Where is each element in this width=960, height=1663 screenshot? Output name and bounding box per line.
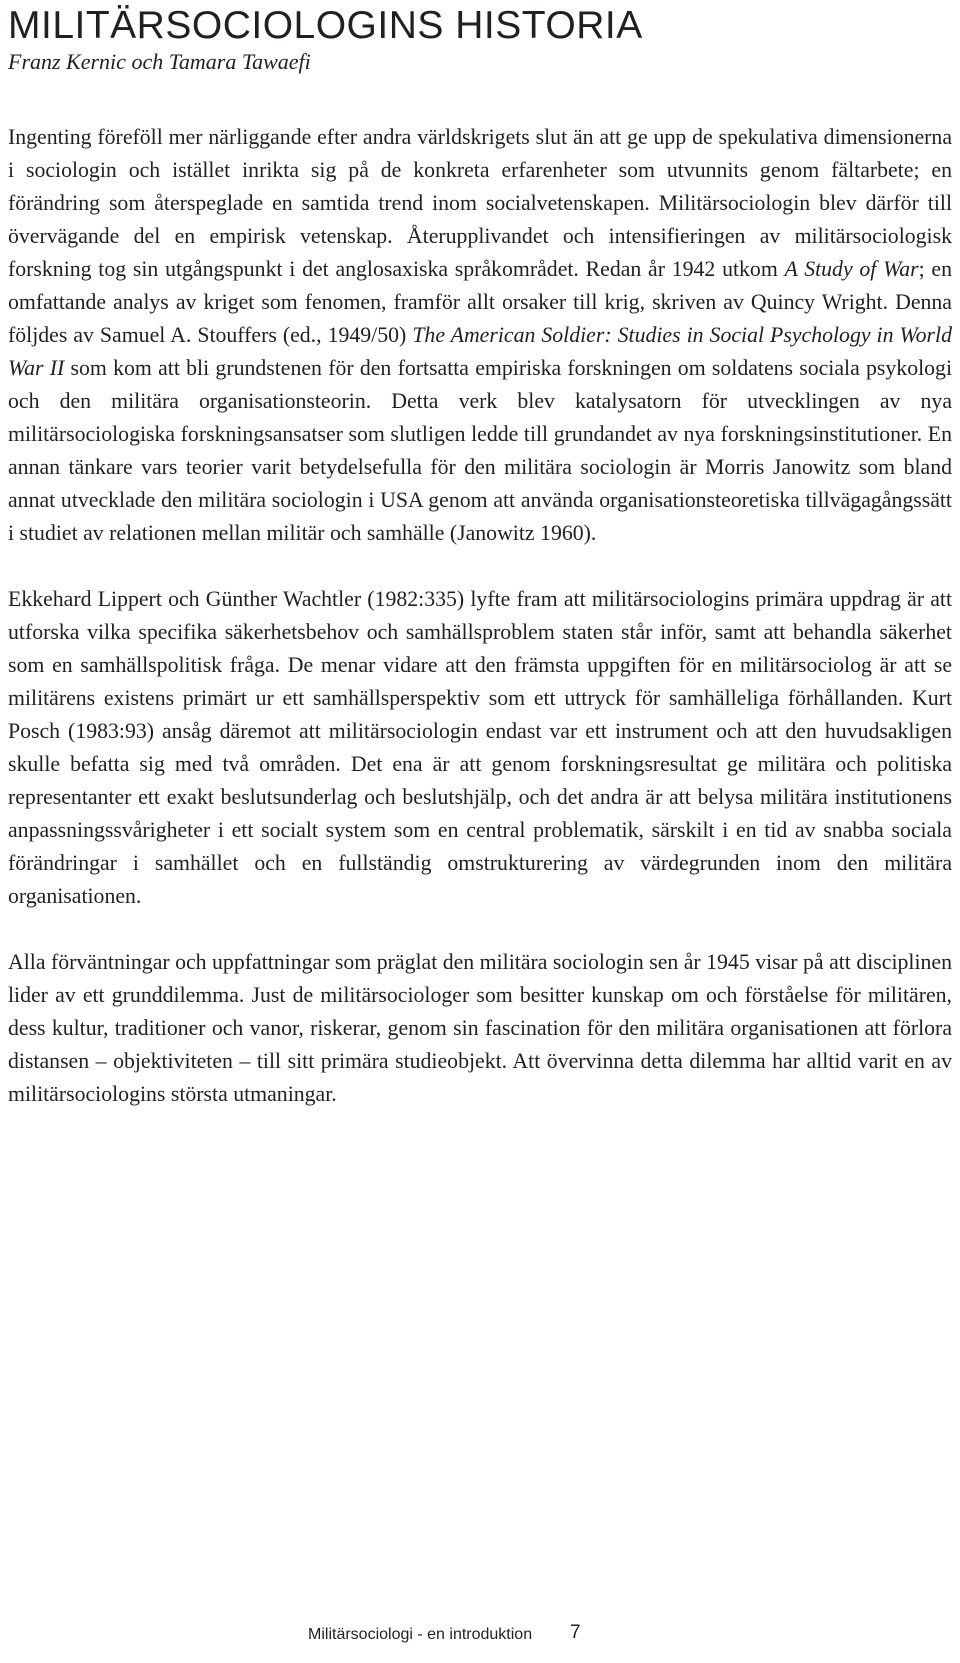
book-title-italic-2: The American Soldier: Studies in Social Psychology in World War II — [8, 323, 952, 380]
footer-page-number: 7 — [570, 1622, 581, 1643]
paragraph-1-text-b: ; en omfattande analys av kriget som fenomen, framför allt orsaker till krig, skriven av Quincy Wright. Denna följdes av Samuel A. Stouffers (ed., 1949/50) — [8, 257, 953, 347]
paragraph-3: Alla förväntningar och uppfattningar som präglat den militära sociologin sen år 1945 visar på att disciplinen lider av ett grunddilemma. Just de militärsociologer som besitter kunskap om och förståelse för militären, dess kultur, traditioner och vanor, riskerar, genom sin fascination för den militära organisationen att förlora distansen – objektiviteten – till sitt primära studieobjekt. Att övervinna detta dilemma har alltid varit en av militärsociologins största utmaningar. — [8, 950, 952, 1106]
chapter-authors: Franz Kernic och Tamara Tawaefi — [8, 49, 311, 74]
paragraph-1-text-a: Ingenting föreföll mer närliggande efter andra världskrigets slut än att ge upp de spekulativa dimensionerna i sociologin och istället inrikta sig på de konkreta erfarenheter som utvunnits genom fältarbete; en förändring som återspeglade en samtida trend inom socialvetenskapen. Militärsociologin blev därför till övervägande del en empirisk vetenskap. Återupplivandet och intensifieringen av militärsociologisk forskning tog sin utgångspunkt i det anglosaxiska språkområdet. Redan år 1942 utkom — [8, 125, 952, 281]
paragraph-1 — [8, 121, 952, 550]
chapter-title: MILITÄRSOCIOLOGINS HISTORIA — [8, 4, 643, 47]
body-text — [8, 121, 952, 1111]
paragraph-1-text-c: som kom att bli grundstenen för den fortsatta empiriska forskningen om soldatens sociala psykologi och den militära organisationsteorin. Detta verk blev katalysatorn för utvecklingen av nya militärsociologiska forskningsansatser som slutligen ledde till grundandet av nya forskningsinstitutioner. En annan tänkare vars teorier varit betydelsefulla för den militära sociologin är Morris Janowitz som bland annat utvecklade den militära sociologin i USA genom att använda organisationsteoretiska tillvägagångssätt i studiet av relationen mellan militär och samhälle (Janowitz 1960). — [8, 356, 952, 545]
footer-book-title: Militärsociologi - en introduktion — [308, 1626, 533, 1643]
book-title-italic-1: A Study of War — [784, 257, 919, 281]
paragraph-2: Ekkehard Lippert och Günther Wachtler (1982:335) lyfte fram att militärsociologins primära uppdrag är att utforska vilka specifika säkerhetsbehov och samhällsproblem staten står inför, samt att behandla säkerhet som en samhällspolitisk fråga. De menar vidare att den främsta uppgiften för en militärsociolog är att se militärens existens primärt ur ett samhällsperspektiv som ett uttryck för samhälleliga förhållanden. Kurt Posch (1983:93) ansåg däremot att militärsociologin endast var ett instrument och att den huvudsakligen skulle befatta sig med två områden. Det ena är att genom forskningsresultat ge militära och politiska representanter ett exakt beslutsunderlag och beslutshjälp, och det andra är att belysa militära institutionens anpassningssvårigheter i ett socialt system som en central problematik, särskilt i en tid av snabba sociala förändringar i samhället och en fullständig omstrukturering av värdegrunden inom den militära organisationen. — [8, 587, 952, 908]
